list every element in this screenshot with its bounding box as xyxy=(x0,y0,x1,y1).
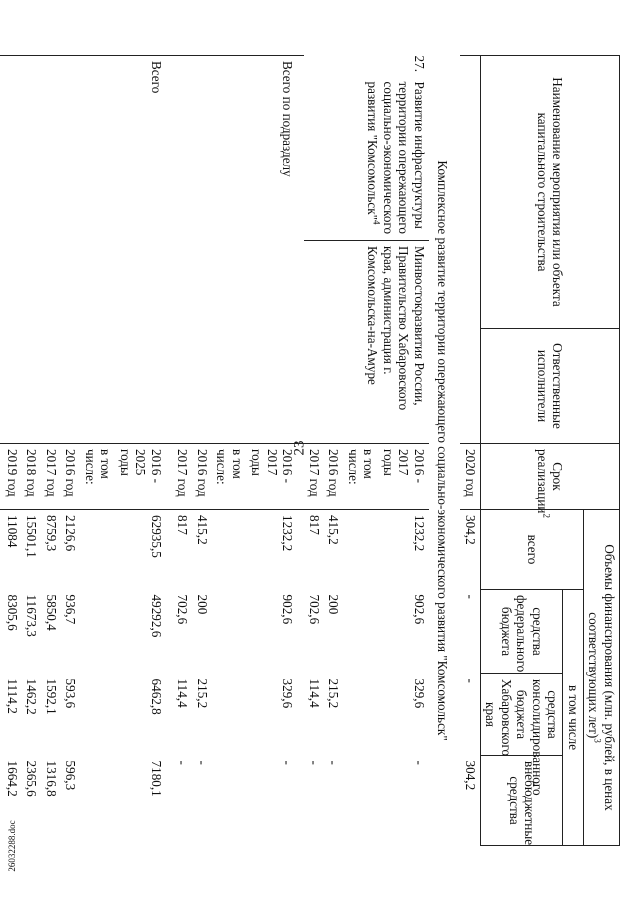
cell-reg: 1592,1 xyxy=(44,678,59,715)
header-total: всего xyxy=(481,510,584,590)
cell-term: 2020 год xyxy=(461,444,481,510)
item-executors: Минвостокразвития России, Правительство Хабаровского края, администрация г. Комсомольска-на-Амуре xyxy=(305,241,430,444)
cell-ext: - xyxy=(175,760,191,765)
cell-total: 62935,5 xyxy=(116,510,167,590)
cell-reg: 114,4 xyxy=(175,678,191,708)
cell-reg: 593,6 xyxy=(63,678,79,709)
cell-total: 817 xyxy=(305,510,325,590)
cell-term: 2017 год xyxy=(305,444,325,510)
cell-total: 304,2 xyxy=(461,510,481,590)
cell-ext: 7180,1 xyxy=(149,760,164,797)
cell-ext: 596,3 xyxy=(63,760,79,791)
cell-reg: 1462,2 xyxy=(24,678,40,715)
cell-total: 817 xyxy=(173,510,193,590)
cell-reg: 329,6 xyxy=(280,678,296,709)
cell-fed: 702,6 xyxy=(307,594,322,625)
cell-term: 2016 - 2025 годы xyxy=(116,444,167,510)
cell-ext xyxy=(212,756,247,846)
cell-ext: 2365,6 xyxy=(24,760,40,797)
cell-total xyxy=(81,510,116,590)
cell-total: 415,2 xyxy=(324,510,344,590)
table-row xyxy=(116,56,167,846)
section-title: Комплексное развитие территории опережающего социально-экономического развития "Комсомольск" xyxy=(435,160,451,741)
table-body xyxy=(0,56,481,846)
cell-reg: - xyxy=(463,678,478,683)
cell-total: 415,2 xyxy=(193,510,213,590)
cell-term: 2016 - 2017 годы xyxy=(379,444,430,510)
header-funding: Объемы финансирования (млн. рублей, в ценах соответствующих лет)$^3$ xyxy=(584,510,620,846)
cell-fed: 200 xyxy=(195,594,210,615)
cell-fed: 902,6 xyxy=(280,594,296,625)
cell-reg xyxy=(81,674,116,756)
cell-total: 1232,2 xyxy=(247,510,298,590)
header-exec: Ответственные исполнители xyxy=(481,329,620,444)
cell-fed: 702,6 xyxy=(175,594,191,625)
header-term: Срок реализации$^2$ xyxy=(481,444,620,510)
cell-total xyxy=(344,510,379,590)
cell-fed: 11673,3 xyxy=(24,594,40,637)
cell-term: в том числе: xyxy=(344,444,379,510)
header-name: Наименование мероприятия или объекта капитального строительства xyxy=(481,56,620,329)
item-cell xyxy=(305,56,430,241)
cell-term xyxy=(0,444,3,510)
cell-ext: - xyxy=(280,760,296,765)
header-ext: внебюджетные средства xyxy=(481,756,564,846)
item-name: Развитие инфраструктуры территории опережающего социально-экономического развития "Комсомольск"$^4$ xyxy=(365,81,427,235)
cell-total xyxy=(212,510,247,590)
cell-term: 2016 год xyxy=(193,444,213,510)
cell-fed xyxy=(212,590,247,674)
document-id: 26032288.doc xyxy=(7,820,17,872)
cell-fed: - xyxy=(463,594,478,599)
cell-reg: 1114,2 xyxy=(5,678,20,714)
table-header xyxy=(481,56,620,846)
cell-fed: 5850,4 xyxy=(44,594,59,631)
cell-ext: 304,2 xyxy=(463,760,478,791)
header-reg: средства консолидированного бюджета Хабаровского края xyxy=(481,674,564,756)
header-incl: в том числе xyxy=(563,590,584,846)
cell-ext: 1316,8 xyxy=(44,760,59,797)
item-number: 27. xyxy=(412,55,427,72)
cell-ext xyxy=(81,756,116,846)
cell-reg: 329,6 xyxy=(412,678,427,709)
table-row xyxy=(461,56,481,846)
cell-term: 2017 год xyxy=(42,444,62,510)
cell-term: 2016 год xyxy=(324,444,344,510)
cell-fed: 8305,6 xyxy=(5,594,20,631)
cell-total: 1232,2 xyxy=(379,510,430,590)
cell-reg: 215,2 xyxy=(326,678,342,709)
cell-term: в том числе: xyxy=(212,444,247,510)
cell-term: в том числе: xyxy=(81,444,116,510)
cell-total: 2126,6 xyxy=(61,510,81,590)
grand-total-label: Всего xyxy=(0,56,166,444)
section-title-row xyxy=(429,56,461,846)
cell-fed xyxy=(0,590,3,674)
cell-fed xyxy=(81,590,116,674)
subtotal-label: Всего по подразделу xyxy=(173,56,298,444)
table-row xyxy=(247,56,298,846)
cell-fed: 902,6 xyxy=(412,594,427,625)
cell-reg xyxy=(212,674,247,756)
cell-total: 11084 xyxy=(3,510,23,590)
cell-total xyxy=(0,510,3,590)
financing-table xyxy=(0,55,620,846)
cell-term: 2016 - 2017 годы xyxy=(247,444,298,510)
cell-term: 2019 год xyxy=(3,444,23,510)
cell-ext: 1664,2 xyxy=(5,760,20,797)
page-number: 23 xyxy=(291,440,308,456)
cell-ext: - xyxy=(326,760,342,765)
cell-fed: 49292,6 xyxy=(149,594,164,638)
cell-ext: - xyxy=(307,760,322,765)
cell-reg xyxy=(0,674,3,756)
cell-ext xyxy=(344,756,379,846)
cell-reg: 215,2 xyxy=(195,678,210,709)
cell-ext xyxy=(0,756,3,846)
cell-total: 15501,1 xyxy=(22,510,42,590)
cell-fed xyxy=(344,590,379,674)
cell-fed: 936,7 xyxy=(63,594,79,625)
cell-reg: 6462,8 xyxy=(149,678,164,715)
table-row xyxy=(379,56,430,846)
cell-ext: - xyxy=(412,760,427,765)
cell-reg: 114,4 xyxy=(307,678,322,708)
cell-total: 8759,3 xyxy=(42,510,62,590)
cell-term: 2017 год xyxy=(173,444,193,510)
cell-term: 2018 год xyxy=(22,444,42,510)
cell-fed: 200 xyxy=(326,594,342,615)
header-fed: средства федерального бюджета xyxy=(481,590,564,674)
cell-reg xyxy=(344,674,379,756)
cell-term: 2016 год xyxy=(61,444,81,510)
cell-ext: - xyxy=(195,760,210,765)
